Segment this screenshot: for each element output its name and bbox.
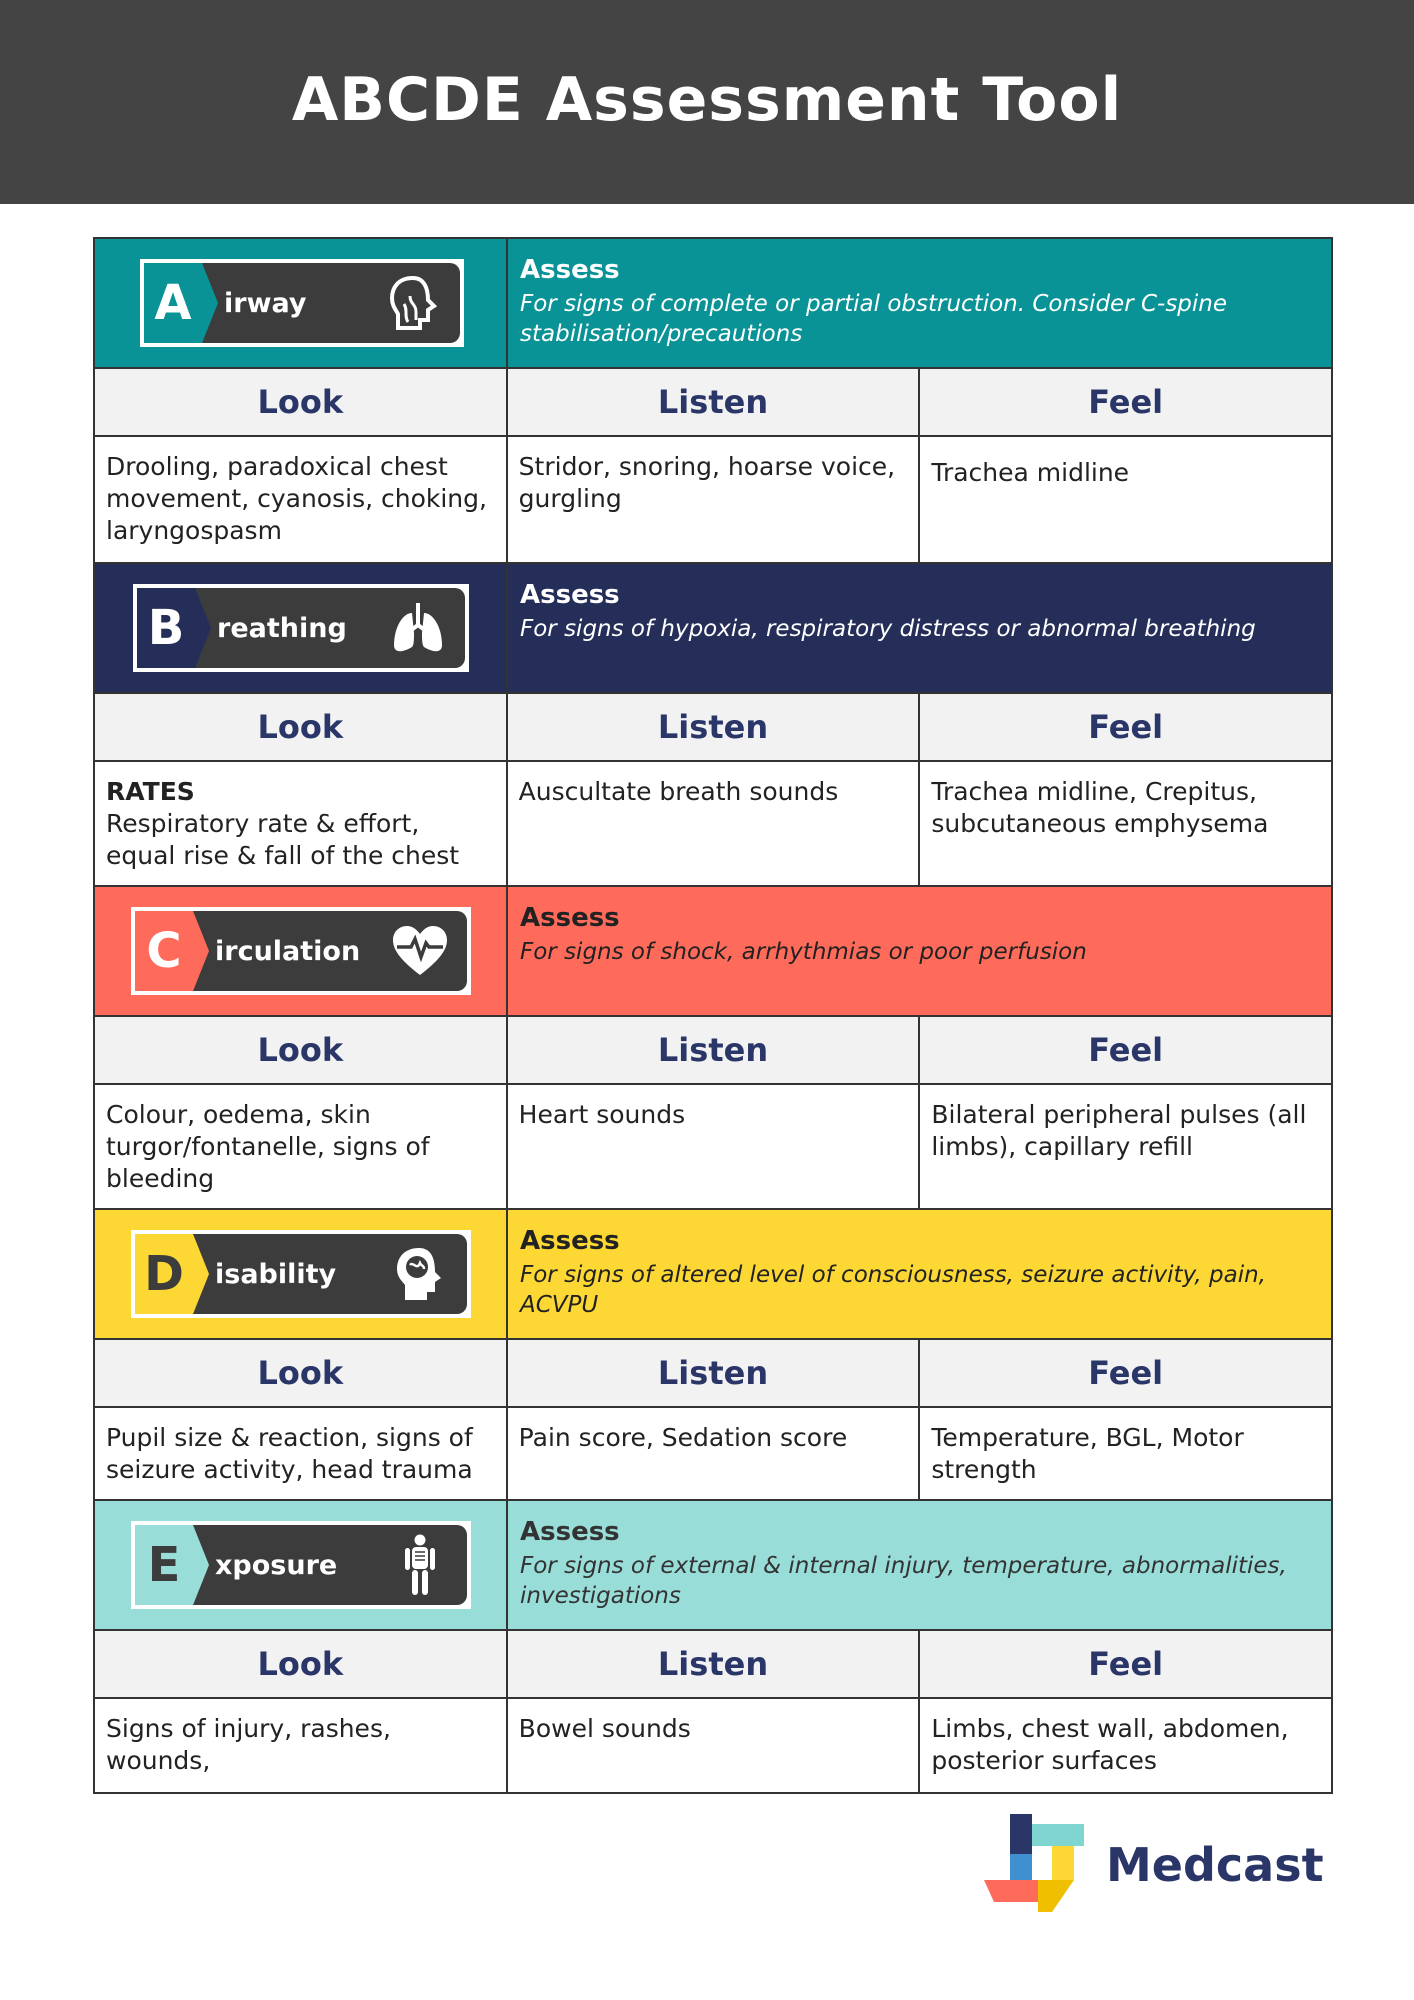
section-disability bbox=[95, 1210, 1331, 1501]
badge-word: irculation bbox=[215, 935, 361, 967]
look-cell: RATES Respiratory rate & effort, equal rise & fall of the chest bbox=[95, 762, 506, 885]
feel-header: Feel bbox=[918, 1017, 1331, 1083]
section-airway bbox=[95, 239, 1331, 564]
look-cell: Signs of injury, rashes, wounds, bbox=[106, 1714, 391, 1775]
badge-word: xposure bbox=[215, 1549, 338, 1581]
look-cell: Drooling, paradoxical chest movement, cyanosis, choking, laryngospasm bbox=[106, 452, 487, 545]
body-skeleton-icon bbox=[387, 1532, 453, 1598]
circulation-badge: C irculation bbox=[131, 907, 471, 995]
look-header: Look bbox=[257, 708, 344, 746]
feel-header: Feel bbox=[918, 694, 1331, 760]
airway-badge bbox=[140, 259, 464, 347]
section-breathing bbox=[95, 564, 1331, 887]
feel-cell: Trachea midline, Crepitus, subcutaneous emphysema bbox=[918, 762, 1331, 885]
assess-description: For signs of shock, arrhythmias or poor perfusion bbox=[520, 939, 1087, 965]
column-headers bbox=[95, 1340, 1331, 1408]
column-headers bbox=[95, 694, 1331, 762]
lhf-row bbox=[95, 762, 1331, 887]
heart-pulse-icon bbox=[387, 918, 453, 984]
feel-cell: Bilateral peripheral pulses (all limbs), capillary refill bbox=[918, 1085, 1331, 1208]
lhf-row bbox=[95, 1699, 1331, 1792]
assess-row-airway bbox=[95, 239, 1331, 369]
listen-cell: Bowel sounds bbox=[506, 1699, 919, 1792]
assess-description: For signs of hypoxia, respiratory distress or abnormal breathing bbox=[520, 616, 1256, 642]
feel-header: Feel bbox=[918, 1631, 1331, 1697]
feel-header: Feel bbox=[918, 369, 1331, 435]
assess-row-circulation bbox=[95, 887, 1331, 1017]
listen-cell: Pain score, Sedation score bbox=[506, 1408, 919, 1499]
listen-header: Listen bbox=[506, 1017, 919, 1083]
listen-header: Listen bbox=[506, 1631, 919, 1697]
brand-name: Medcast bbox=[1106, 1838, 1324, 1892]
badge-letter-bg: A bbox=[144, 263, 202, 343]
assess-description: For signs of external & internal injury, temperature, abnormalities, investigations bbox=[520, 1553, 1287, 1609]
lhf-row bbox=[95, 437, 1331, 564]
assess-row-exposure bbox=[95, 1501, 1331, 1631]
feel-cell: Limbs, chest wall, abdomen, posterior surfaces bbox=[918, 1699, 1331, 1792]
assess-title: Assess bbox=[520, 1517, 620, 1547]
rates-heading: RATES bbox=[106, 777, 195, 806]
assess-row-breathing bbox=[95, 564, 1331, 694]
assess-row-disability bbox=[95, 1210, 1331, 1340]
feel-header: Feel bbox=[918, 1340, 1331, 1406]
lungs-icon bbox=[385, 595, 451, 661]
lhf-row bbox=[95, 1085, 1331, 1210]
section-circulation bbox=[95, 887, 1331, 1210]
disability-badge: D isability bbox=[131, 1230, 471, 1318]
look-header: Look bbox=[257, 1031, 344, 1069]
brain-head-icon bbox=[387, 1241, 453, 1307]
assess-description: For signs of complete or partial obstruction. Consider C-spine stabilisation/precautions bbox=[520, 291, 1228, 347]
medcast-logo bbox=[980, 1810, 1324, 1920]
column-headers bbox=[95, 1017, 1331, 1085]
page-title: ABCDE Assessment Tool bbox=[291, 65, 1123, 135]
listen-header: Listen bbox=[506, 369, 919, 435]
assess-title: Assess bbox=[520, 1226, 620, 1256]
abcde-table bbox=[93, 237, 1333, 1794]
breathing-badge: B reathing bbox=[133, 584, 469, 672]
section-exposure bbox=[95, 1501, 1331, 1792]
assess-title: Assess bbox=[520, 580, 620, 610]
column-headers bbox=[95, 1631, 1331, 1699]
listen-cell: Auscultate breath sounds bbox=[506, 762, 919, 885]
feel-cell: Trachea midline bbox=[918, 437, 1331, 562]
head-airway-icon bbox=[380, 270, 446, 336]
assess-description: For signs of altered level of consciousness, seizure activity, pain, ACVPU bbox=[520, 1262, 1266, 1318]
column-headers bbox=[95, 369, 1331, 437]
listen-header: Listen bbox=[506, 694, 919, 760]
badge-word: reathing bbox=[217, 612, 347, 644]
assess-title: Assess bbox=[520, 903, 620, 933]
look-cell: Colour, oedema, skin turgor/fontanelle, signs of bleeding bbox=[106, 1100, 430, 1193]
look-header: Look bbox=[257, 383, 344, 421]
listen-cell: Stridor, snoring, hoarse voice, gurgling bbox=[506, 437, 919, 562]
listen-cell: Heart sounds bbox=[506, 1085, 919, 1208]
page-header bbox=[0, 0, 1414, 204]
look-cell: Pupil size & reaction, signs of seizure activity, head trauma bbox=[106, 1423, 473, 1484]
exposure-badge: E xposure bbox=[131, 1521, 471, 1609]
lhf-row bbox=[95, 1408, 1331, 1501]
assess-title: Assess bbox=[520, 255, 620, 285]
medcast-logo-icon bbox=[980, 1810, 1088, 1920]
feel-cell: Temperature, BGL, Motor strength bbox=[918, 1408, 1331, 1499]
badge-word: irway bbox=[224, 287, 307, 319]
look-header: Look bbox=[257, 1645, 344, 1683]
listen-header: Listen bbox=[506, 1340, 919, 1406]
badge-word: isability bbox=[215, 1258, 337, 1290]
look-header: Look bbox=[257, 1354, 344, 1392]
